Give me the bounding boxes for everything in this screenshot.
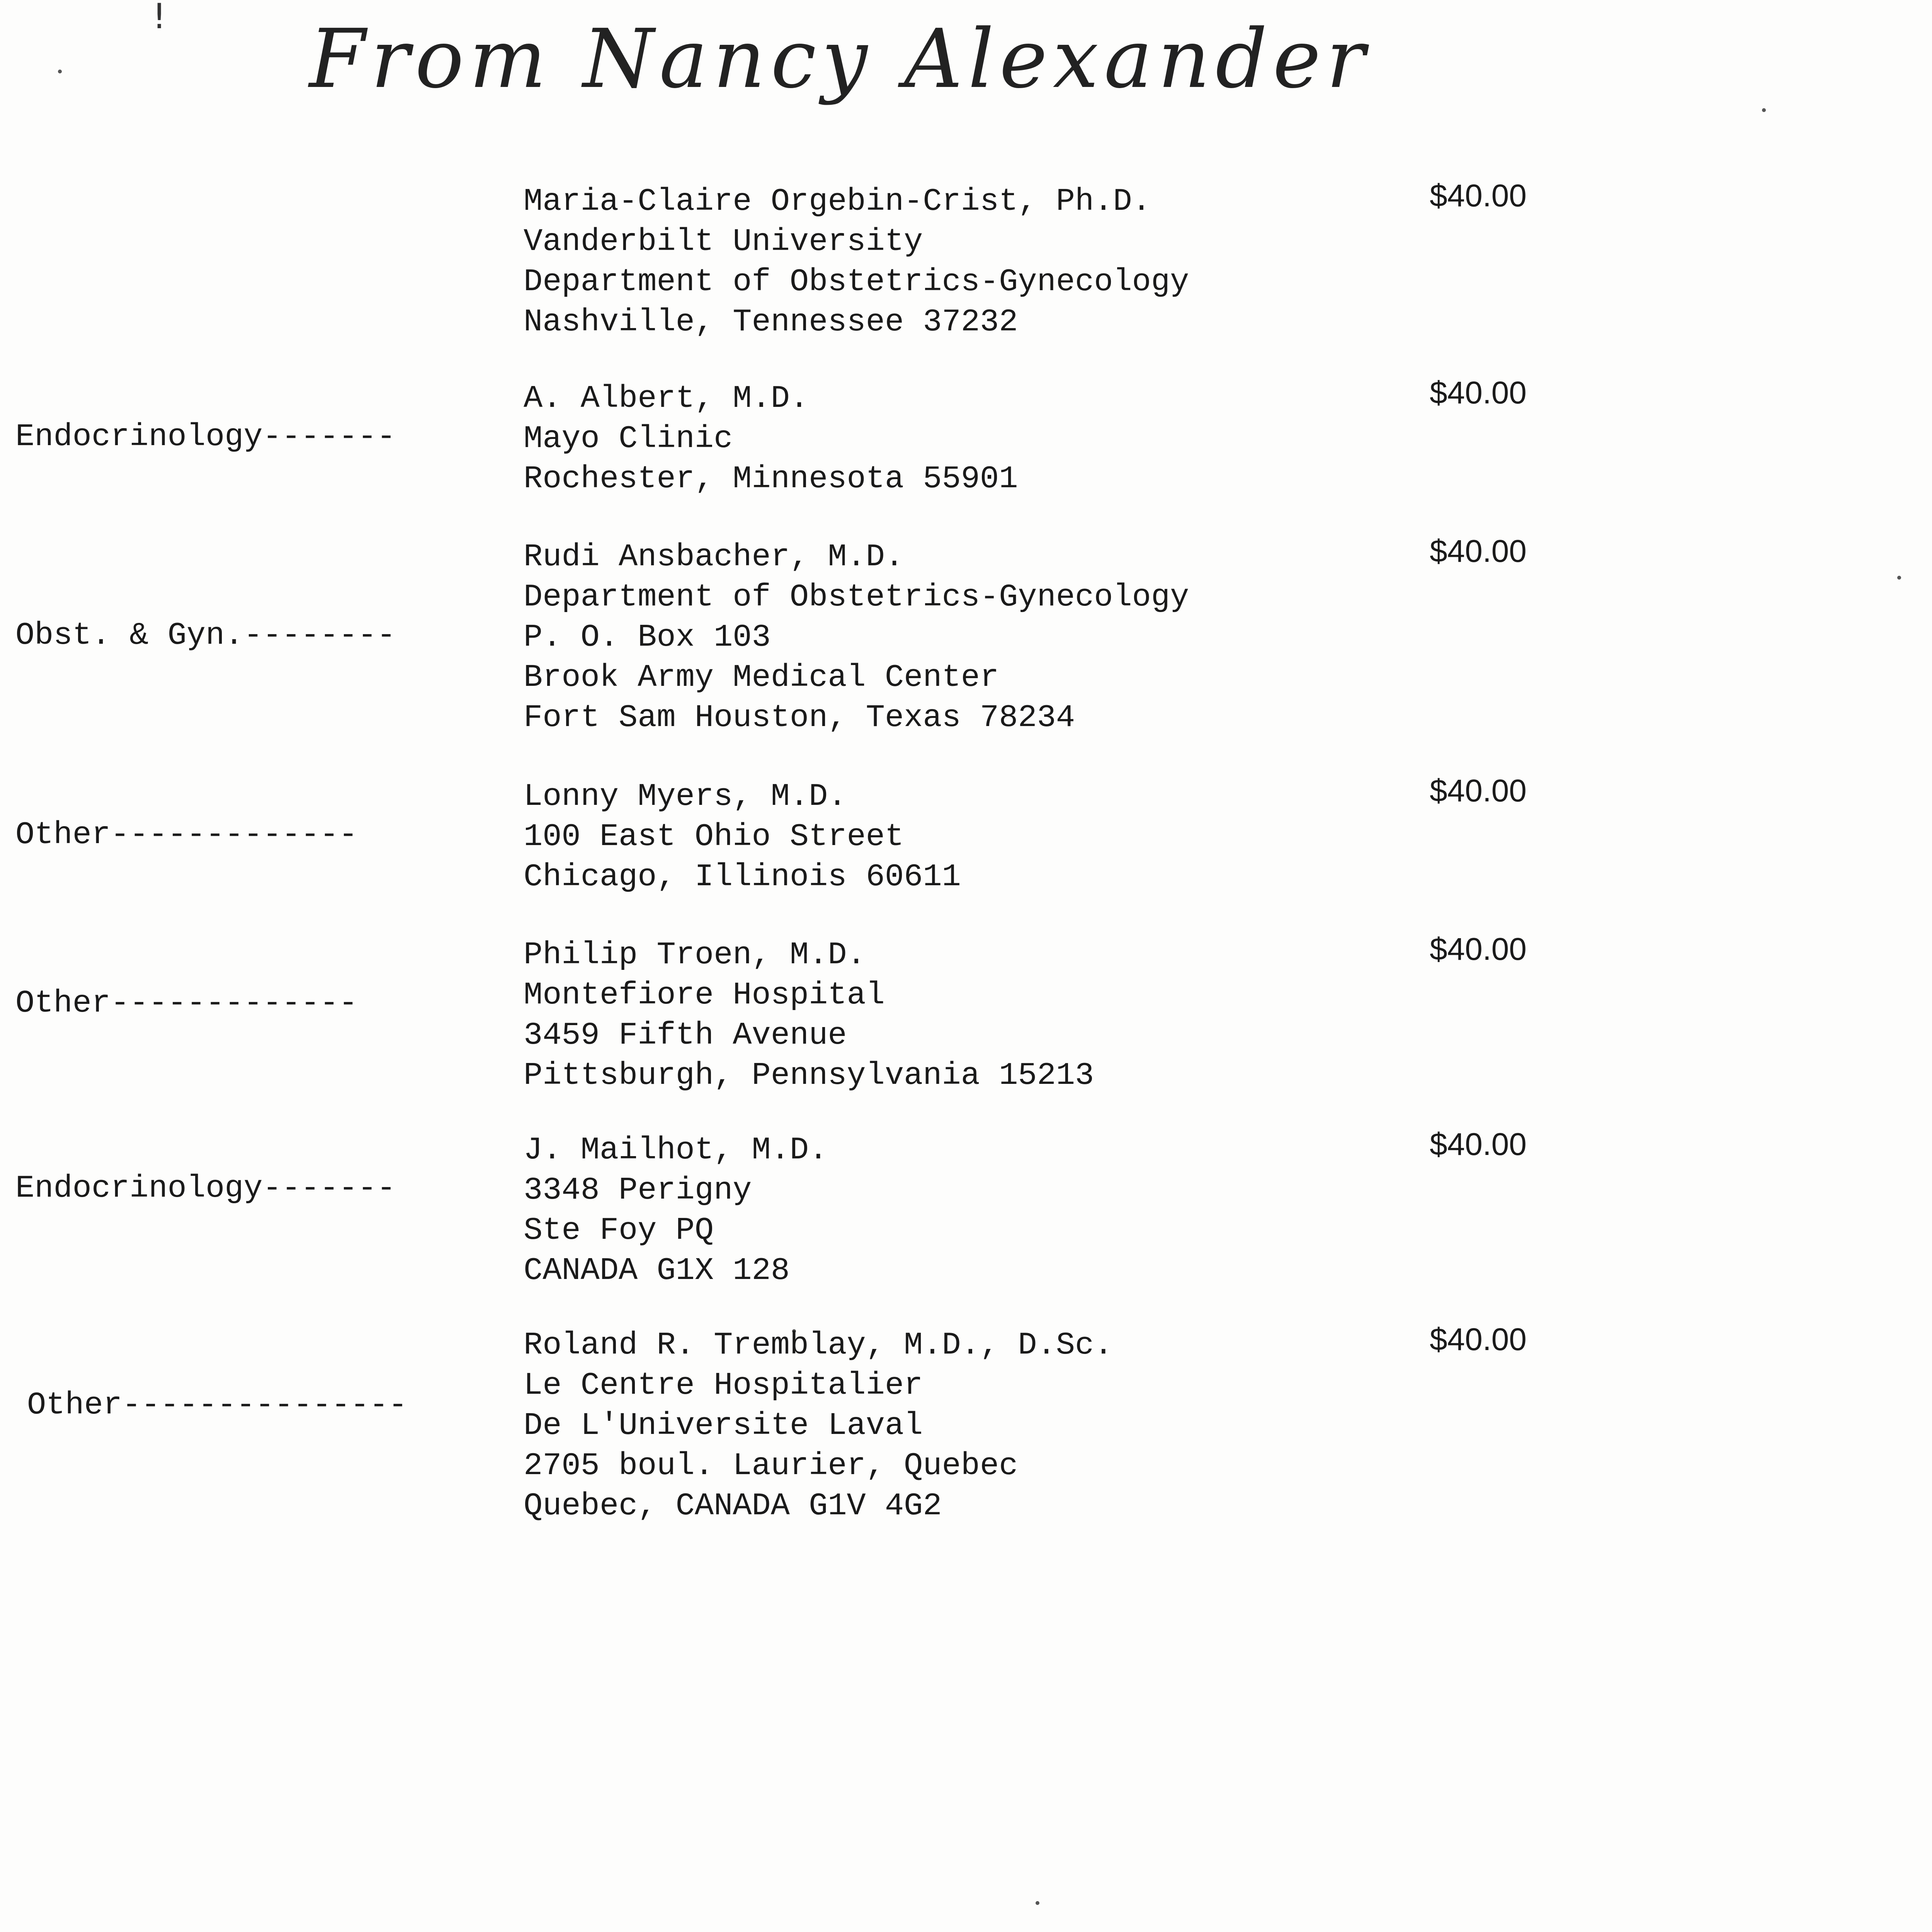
entry-category: Obst. & Gyn.--------: [15, 617, 396, 653]
entry-amount: $40.00: [1430, 773, 1527, 808]
address-line: 3348 Perigny: [524, 1172, 752, 1208]
address-line: Roland R. Tremblay, M.D., D.Sc.: [524, 1327, 1113, 1363]
entry-category: Other-------------: [15, 817, 358, 853]
handwritten-note: From Nancy Alexander: [309, 12, 1371, 106]
entry-address: [524, 1325, 1113, 1526]
entry-address: [524, 537, 1189, 738]
entry-address: [524, 935, 1094, 1096]
entry-address: [524, 182, 1189, 342]
entry-category: Endocrinology-------: [15, 1170, 396, 1206]
address-line: Nashville, Tennessee 37232: [524, 304, 1018, 340]
address-line: Le Centre Hospitalier: [524, 1367, 923, 1403]
scan-speck: [1036, 1901, 1039, 1905]
entry-category: Other---------------: [27, 1387, 408, 1423]
address-line: Pittsburgh, Pennsylvania 15213: [524, 1058, 1094, 1094]
address-line: 2705 boul. Laurier, Quebec: [524, 1448, 1018, 1484]
address-line: Fort Sam Houston, Texas 78234: [524, 700, 1075, 736]
scan-speck: [1762, 108, 1766, 112]
address-line: 3459 Fifth Avenue: [524, 1017, 847, 1053]
address-line: P. O. Box 103: [524, 619, 771, 655]
entry-amount: $40.00: [1430, 1322, 1527, 1357]
address-line: J. Mailhot, M.D.: [524, 1132, 828, 1168]
entry-amount: $40.00: [1430, 1127, 1527, 1162]
address-line: Rudi Ansbacher, M.D.: [524, 539, 904, 575]
address-line: Ste Foy PQ: [524, 1213, 714, 1248]
entry-amount: $40.00: [1430, 534, 1527, 569]
entry-amount: $40.00: [1430, 178, 1527, 213]
entry-address: [524, 1130, 828, 1291]
address-line: Maria-Claire Orgebin-Crist, Ph.D.: [524, 184, 1151, 219]
address-line: Chicago, Illinois 60611: [524, 859, 961, 895]
address-line: Department of Obstetrics-Gynecology: [524, 264, 1189, 300]
entry-address: [524, 379, 1018, 499]
address-line: 100 East Ohio Street: [524, 819, 904, 855]
exclamation-mark: !: [149, 0, 170, 37]
address-line: CANADA G1X 128: [524, 1253, 790, 1289]
scan-speck: [58, 70, 62, 73]
address-line: Brook Army Medical Center: [524, 660, 999, 696]
address-line: Department of Obstetrics-Gynecology: [524, 579, 1189, 615]
address-line: A. Albert, M.D.: [524, 381, 809, 417]
scan-speck: [1897, 576, 1901, 580]
address-line: De L'Universite Laval: [524, 1408, 923, 1444]
address-line: Quebec, CANADA G1V 4G2: [524, 1488, 942, 1524]
address-line: Rochester, Minnesota 55901: [524, 461, 1018, 497]
address-line: Philip Troen, M.D.: [524, 937, 866, 973]
address-line: Mayo Clinic: [524, 421, 733, 457]
address-line: Vanderbilt University: [524, 224, 923, 260]
address-line: Montefiore Hospital: [524, 977, 885, 1013]
entry-amount: $40.00: [1430, 932, 1527, 967]
entry-address: [524, 777, 961, 897]
entry-category: Other-------------: [15, 985, 358, 1021]
address-line: Lonny Myers, M.D.: [524, 779, 847, 815]
entry-amount: $40.00: [1430, 375, 1527, 410]
entry-category: Endocrinology-------: [15, 419, 396, 455]
